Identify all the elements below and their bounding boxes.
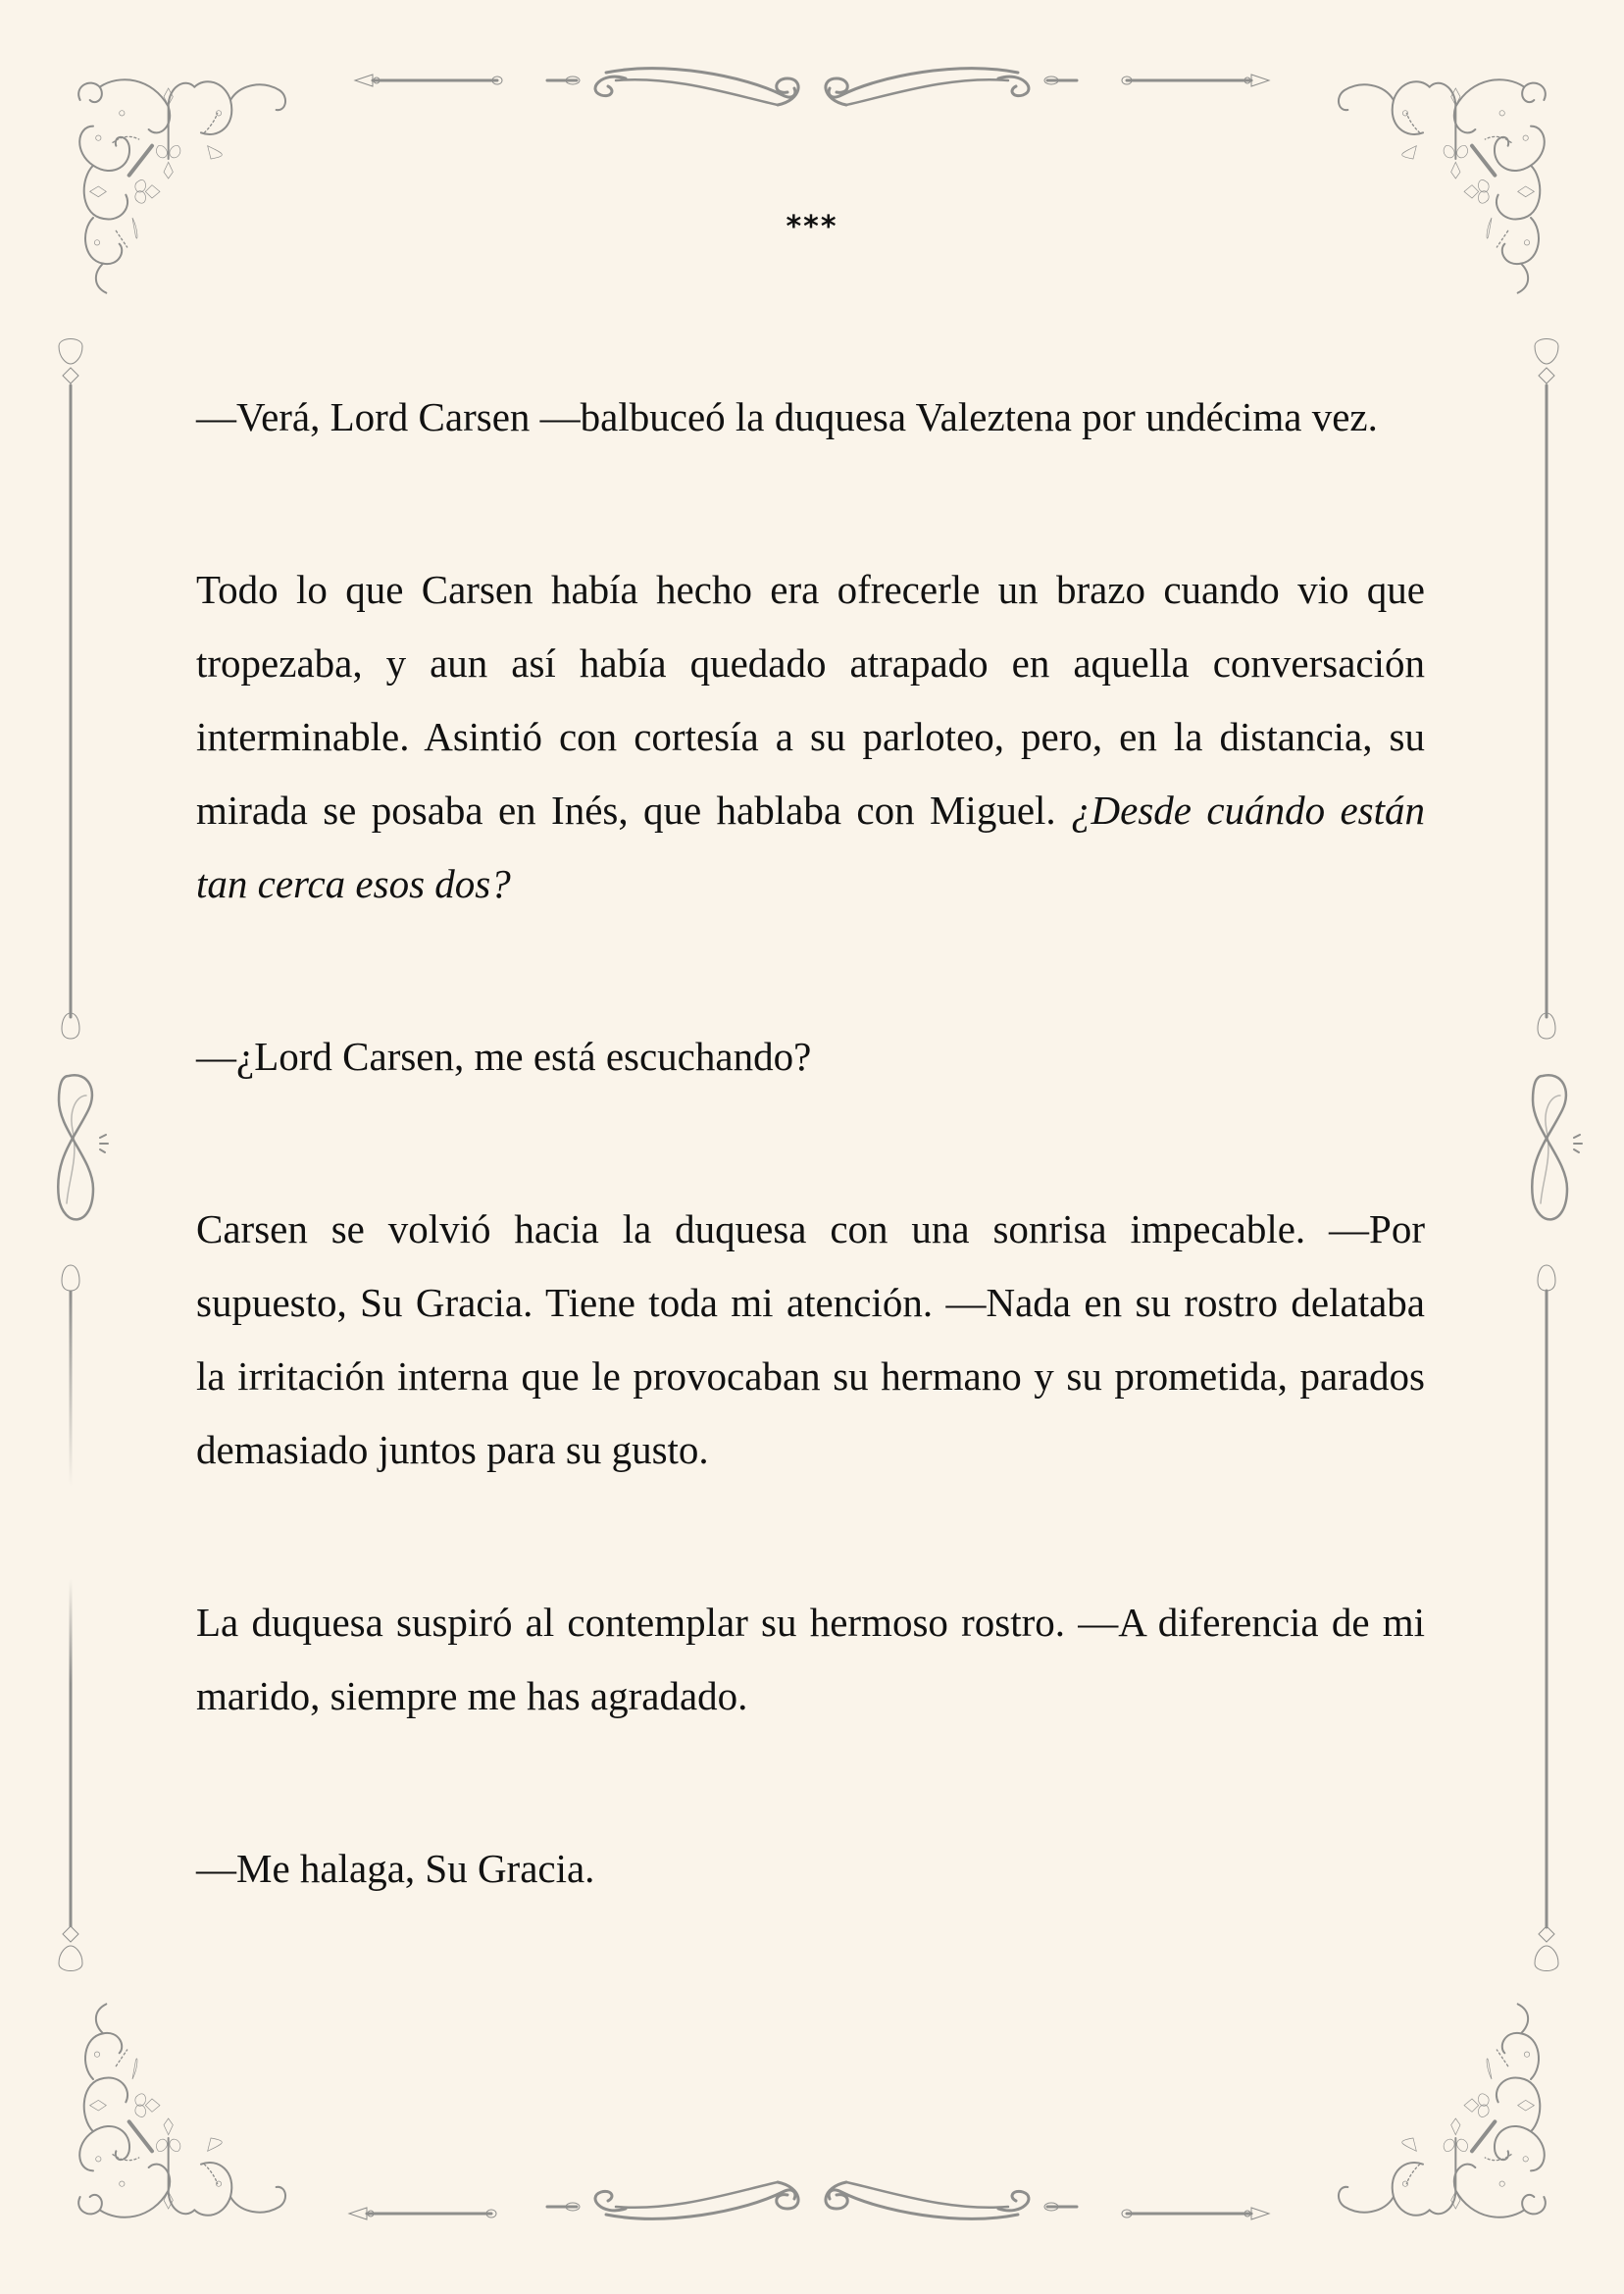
paragraph-5: La duquesa suspiró al contemplar su hermoso rostro. —A diferencia de mi marido, siempre me has agradado.: [196, 1600, 1425, 1718]
paragraph-1: —Verá, Lord Carsen —balbuceó la duquesa Valeztena por undécima vez.: [196, 394, 1378, 439]
paragraph-6: —Me halaga, Su Gracia.: [196, 1846, 595, 1891]
top-scroll-divider-icon: [547, 51, 1077, 120]
paragraph-2-text: Todo lo que Carsen había hecho era ofrecerle un brazo cuando vio que tropezaba, y aun así había quedado atrapado en aquella conversación interminable. Asintió con cortesía a su parloteo, pero, en la distancia, su mirada se posaba en Inés, que hablaba con Miguel.: [196, 567, 1425, 833]
bottom-scroll-divider-icon: [547, 2167, 1077, 2236]
paragraph-3: —¿Lord Carsen, me está escuchando?: [196, 1034, 812, 1079]
right-lower-rod-icon: [1547, 1265, 1561, 1981]
story-text: [196, 381, 1425, 2005]
scene-separator: ***: [786, 210, 838, 244]
top-left-flourish-icon: [54, 61, 289, 296]
left-upper-rod-icon: [71, 338, 85, 1045]
paragraph-2-inner-thought: ¿Desde cuándo están tan cerca esos dos?: [196, 788, 1426, 906]
paragraph-4: Carsen se volvió hacia la duquesa con una sonrisa impecable. —Por supuesto, Su Gracia. Tiene toda mi atención. —Nada en su rostro delataba la irritación interna que le provocaban su hermano y su prometida, parados demasiado juntos para su gusto.: [196, 1206, 1425, 1472]
bottom-left-arrow-line-icon: [349, 2208, 506, 2219]
left-figure-eight-icon: [49, 1071, 118, 1228]
top-right-flourish-icon: [1335, 61, 1570, 296]
right-upper-rod-icon: [1547, 338, 1561, 1045]
bottom-right-flourish-icon: [1335, 2001, 1570, 2236]
bottom-right-arrow-line-icon: [1112, 2208, 1269, 2219]
left-lower-rod-icon: [71, 1265, 85, 1981]
paragraph-2: [196, 553, 1425, 921]
top-left-arrow-line-icon: [355, 75, 512, 86]
bottom-left-flourish-icon: [54, 2001, 289, 2236]
right-figure-eight-icon: [1523, 1071, 1592, 1228]
top-right-arrow-line-icon: [1112, 75, 1269, 86]
